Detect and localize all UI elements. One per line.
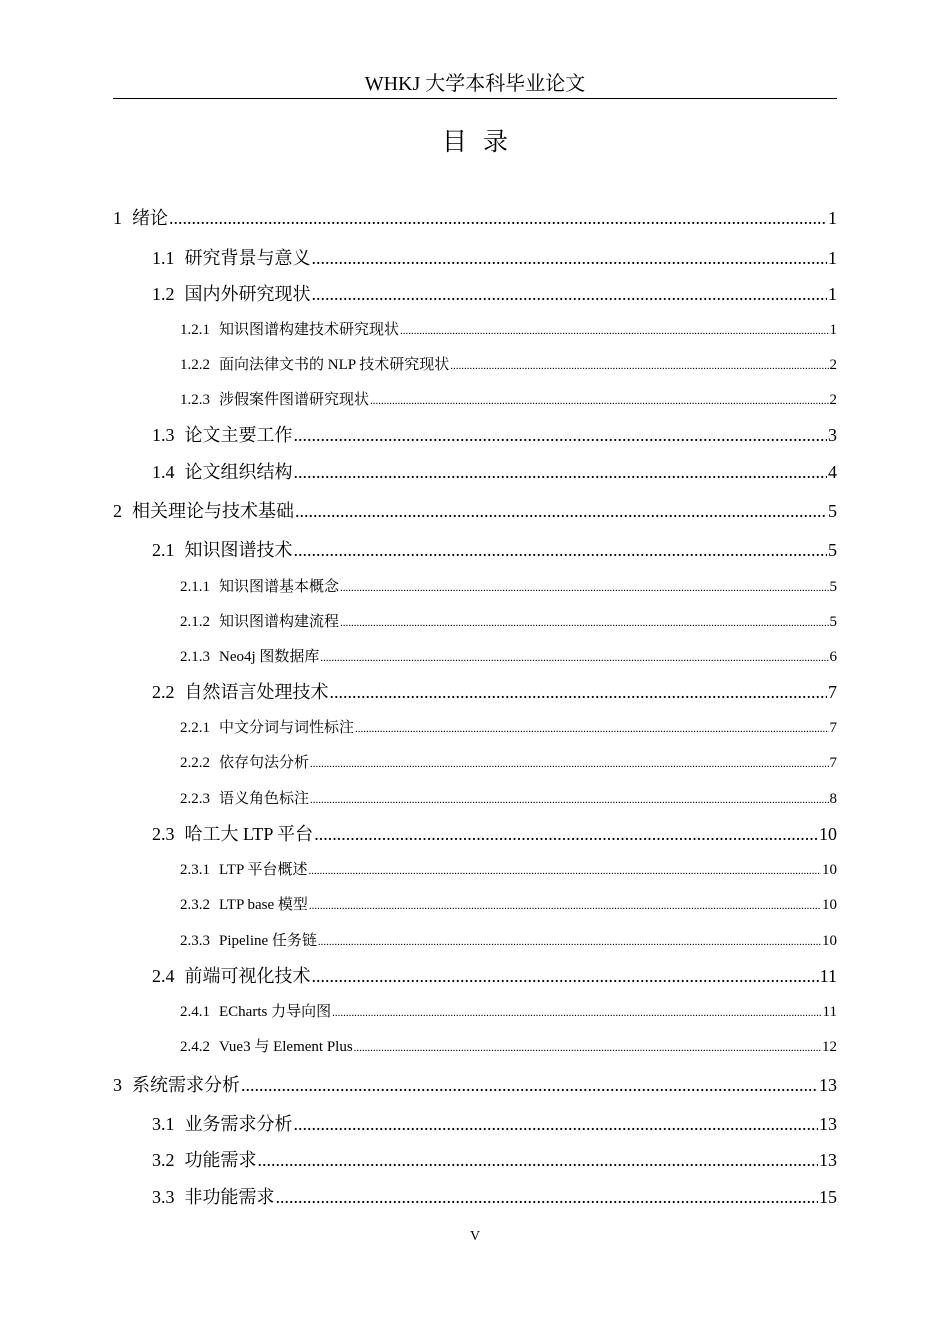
toc-entry-page: 1 (828, 248, 837, 268)
toc-entry-title: 论文主要工作 (184, 425, 293, 445)
toc-dot-leader (400, 318, 828, 344)
toc-entry-number: 2 (113, 501, 122, 521)
toc-entry-page: 13 (819, 1114, 837, 1134)
toc-entry-number: 2.2 (152, 682, 175, 702)
toc-entry-title: Pipeline 任务链 (219, 933, 317, 949)
toc-entry[interactable] (113, 281, 837, 307)
toc-entry[interactable] (113, 1034, 837, 1060)
toc-entry-page: 10 (822, 862, 837, 878)
toc-entry[interactable] (113, 245, 837, 271)
page-number: V (469, 1229, 481, 1244)
toc-entry-number: 3.2 (152, 1150, 175, 1170)
toc-entry-page: 5 (829, 579, 837, 595)
toc-dot-leader (340, 575, 828, 601)
toc-dot-leader (340, 610, 828, 636)
toc-entry-number: 1.4 (152, 462, 175, 482)
toc-entry[interactable] (113, 1111, 837, 1137)
toc-entry[interactable] (113, 387, 837, 413)
toc-dot-leader (330, 679, 828, 705)
toc-entry-page: 15 (819, 1187, 837, 1207)
toc-entry-page: 1 (828, 208, 837, 228)
toc-entry-title: 面向法律文书的 NLP 技术研究现状 (219, 357, 450, 373)
toc-entry-page: 3 (828, 425, 837, 445)
toc-entry[interactable] (113, 574, 837, 600)
toc-entry-number: 3 (113, 1075, 122, 1095)
toc-dot-leader (312, 281, 828, 307)
toc-entry-title: 研究背景与意义 (184, 248, 311, 268)
toc-entry[interactable] (113, 205, 837, 231)
toc-entry-title: 知识图谱构建流程 (219, 614, 340, 630)
toc-dot-leader (320, 645, 828, 671)
toc-entry-title: 知识图谱技术 (184, 540, 293, 560)
toc-entry-number: 2.2.3 (180, 791, 210, 807)
toc-dot-leader (169, 205, 827, 231)
toc-entry-title: 功能需求 (184, 1150, 257, 1170)
toc-entry-title: 业务需求分析 (184, 1114, 293, 1134)
page-header: WHKJ 大学本科毕业论文 (113, 70, 837, 99)
toc-entry-number: 2.4.1 (180, 1004, 210, 1020)
toc-entry[interactable] (113, 459, 837, 485)
toc-entry-title: 国内外研究现状 (184, 284, 311, 304)
toc-dot-leader (308, 858, 821, 884)
toc-entry-page: 10 (822, 933, 837, 949)
toc-entry-number: 2.2.1 (180, 720, 210, 736)
toc-entry-title: Vue3 与 Element Plus (219, 1039, 353, 1055)
toc-entry-page: 1 (828, 284, 837, 304)
toc-entry-title: LTP 平台概述 (219, 862, 308, 878)
toc-entry-title: 前端可视化技术 (184, 966, 311, 986)
toc-entry[interactable] (113, 317, 837, 343)
toc-entry[interactable] (113, 537, 837, 563)
toc-dot-leader (294, 459, 828, 485)
toc-dot-leader (355, 716, 828, 742)
toc-entry-number: 2.1 (152, 540, 175, 560)
toc-entry[interactable] (113, 1184, 837, 1210)
toc-entry[interactable] (113, 498, 837, 524)
toc-entry-page: 2 (829, 357, 837, 373)
toc-entry-number: 2.3.2 (180, 897, 210, 913)
toc-dot-leader (312, 963, 819, 989)
toc-entry-title: 绪论 (132, 208, 168, 228)
toc-entry-number: 2.2.2 (180, 755, 210, 771)
toc-entry[interactable] (113, 715, 837, 741)
toc-entry-number: 2.4.2 (180, 1039, 210, 1055)
toc-entry-title: ECharts 力导向图 (219, 1004, 332, 1020)
toc-title: 目录 (441, 129, 524, 156)
toc-entry-page: 11 (819, 966, 837, 986)
toc-entry[interactable] (113, 821, 837, 847)
toc-entry-page: 7 (828, 682, 837, 702)
toc-entry-title: 自然语言处理技术 (184, 682, 329, 702)
toc-entry[interactable] (113, 892, 837, 918)
toc-dot-leader (370, 388, 828, 414)
toc-dot-leader (295, 498, 827, 524)
toc-entry-number: 2.3.3 (180, 933, 210, 949)
toc-entry-page: 13 (819, 1150, 837, 1170)
toc-dot-leader (314, 821, 818, 847)
toc-entry[interactable] (113, 352, 837, 378)
toc-dot-leader (241, 1072, 818, 1098)
toc-entry-number: 2.1.2 (180, 614, 210, 630)
toc-dot-leader (310, 751, 828, 777)
toc-entry[interactable] (113, 644, 837, 670)
toc-entry-page: 11 (822, 1004, 837, 1020)
toc-entry[interactable] (113, 857, 837, 883)
toc-entry-number: 1.1 (152, 248, 175, 268)
toc-entry-page: 4 (828, 462, 837, 482)
toc-dot-leader (258, 1147, 819, 1173)
toc-entry-title: Neo4j 图数据库 (219, 649, 320, 665)
toc-entry-page: 5 (828, 540, 837, 560)
toc-entry-title: 论文组织结构 (184, 462, 293, 482)
toc-entry-title: 系统需求分析 (132, 1075, 240, 1095)
toc-dot-leader (309, 893, 821, 919)
toc-entry-page: 13 (819, 1075, 837, 1095)
toc-entry-number: 1.2.2 (180, 357, 210, 373)
toc-entry-title: 中文分词与词性标注 (219, 720, 355, 736)
toc-entry-number: 2.3.1 (180, 862, 210, 878)
toc-entry-page: 6 (829, 649, 837, 665)
toc-entry[interactable] (113, 999, 837, 1025)
toc-entry-title: 哈工大 LTP 平台 (184, 824, 314, 844)
toc-entry-title: 相关理论与技术基础 (132, 501, 294, 521)
toc-dot-leader (312, 245, 828, 271)
toc-entry-page: 5 (828, 501, 837, 521)
toc-entry-page: 2 (829, 392, 837, 408)
toc-entry-number: 2.4 (152, 966, 175, 986)
toc-entry[interactable] (113, 1147, 837, 1173)
toc-entry-page: 7 (829, 755, 837, 771)
toc-entry[interactable] (113, 679, 837, 705)
toc-dot-leader (332, 1000, 821, 1026)
toc-entry[interactable] (113, 609, 837, 635)
toc-dot-leader (310, 787, 828, 813)
toc-entry-number: 1.3 (152, 425, 175, 445)
toc-entry-number: 3.1 (152, 1114, 175, 1134)
toc-dot-leader (294, 537, 828, 563)
toc-entry-number: 2.1.1 (180, 579, 210, 595)
toc-entry[interactable] (113, 928, 837, 954)
toc-dot-leader (450, 353, 828, 379)
toc-dot-leader (294, 1111, 819, 1137)
toc-entry-title: 涉假案件图谱研究现状 (219, 392, 370, 408)
toc-entry-title: 依存句法分析 (219, 755, 310, 771)
toc-entry[interactable] (113, 750, 837, 776)
toc-entry-number: 2.3 (152, 824, 175, 844)
toc-entry-page: 5 (829, 614, 837, 630)
toc-entry-title: 非功能需求 (184, 1187, 275, 1207)
toc-entry-number: 1.2.3 (180, 392, 210, 408)
toc-entry-page: 10 (822, 897, 837, 913)
toc-dot-leader (276, 1184, 819, 1210)
toc-dot-leader (318, 929, 821, 955)
toc-entry-title: 知识图谱基本概念 (219, 579, 340, 595)
toc-entry-page: 8 (829, 791, 837, 807)
toc-entry-title: 知识图谱构建技术研究现状 (219, 322, 400, 338)
toc-entry[interactable] (113, 422, 837, 448)
toc-entry-page: 7 (829, 720, 837, 736)
toc-entry-number: 1 (113, 208, 122, 228)
toc-entry[interactable] (113, 1072, 837, 1098)
toc-dot-leader (294, 422, 828, 448)
toc-entry[interactable] (113, 963, 837, 989)
toc-entry-number: 2.1.3 (180, 649, 210, 665)
toc-entry-page: 10 (819, 824, 837, 844)
toc-entry-page: 12 (822, 1039, 837, 1055)
toc-entry-page: 1 (829, 322, 837, 338)
toc-dot-leader (354, 1035, 821, 1061)
toc-entry-number: 1.2 (152, 284, 175, 304)
toc-entry-title: 语义角色标注 (219, 791, 310, 807)
toc-entry-title: LTP base 模型 (219, 897, 308, 913)
toc-entry-number: 1.2.1 (180, 322, 210, 338)
toc-entry[interactable] (113, 786, 837, 812)
toc-entry-number: 3.3 (152, 1187, 175, 1207)
